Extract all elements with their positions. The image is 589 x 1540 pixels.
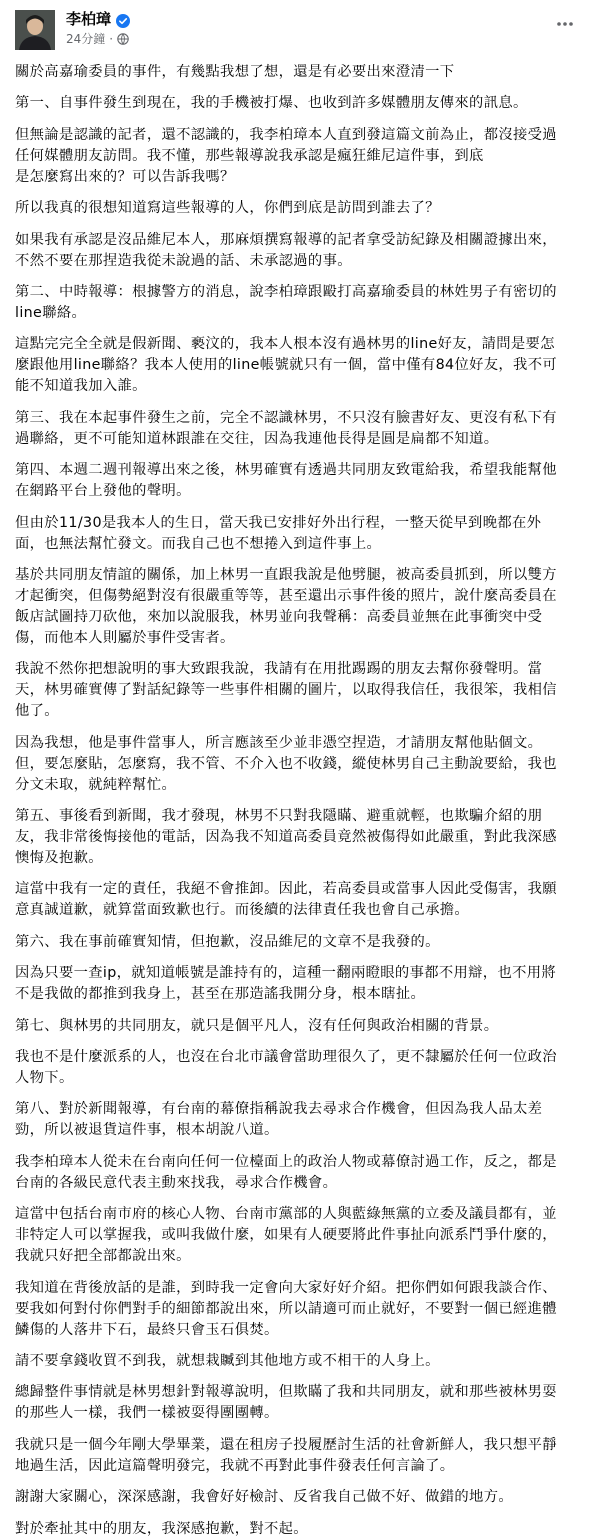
post-paragraph: 所以我真的很想知道寫這些報導的人，你們到底是訪問到誰去了？ xyxy=(15,200,440,217)
post-paragraph: 請不要拿錢收買不到我，就想栽贓到其他地方或不相干的人身上。 xyxy=(15,1352,440,1369)
post-paragraph: 我也不是什麼派系的人，也沒在台北市議會當助理很久了，更不隸屬於任何一位政治 人物下。 xyxy=(15,1049,557,1087)
post-paragraph: 這點完完全全就是假新聞、褻汶的，我本人根本沒有過林男的line好友，請問是要怎 麼跟他用line聯絡？我本人使用的line帳號就只有一個，當中僅有84位好友，我不可 能不知道我加入誰。 xyxy=(15,336,557,395)
globe-icon xyxy=(117,33,129,45)
post-paragraph: 對於牽扯其中的朋友，我深感抱歉，對不起。 xyxy=(15,1520,308,1537)
author-name[interactable]: 李柏璋 xyxy=(66,10,112,28)
more-options-icon[interactable] xyxy=(553,14,577,38)
post-paragraph: 第三、我在本起事件發生之前，完全不認識林男，不只沒有臉書好友、更沒有私下有 過聯絡，更不可能知道林跟誰在交往，因為我連他長得是圓是扁都不知道。 xyxy=(15,409,557,447)
post-paragraph: 總歸整件事情就是林男想針對報導說明，但欺瞞了我和共同朋友，就和那些被林男耍 的那些人一樣，我們一樣被耍得團團轉。 xyxy=(15,1384,557,1422)
post-paragraph: 第二、中時報導：根據警方的消息，說李柏璋跟毆打高嘉瑜委員的林姓男子有密切的 line聯絡。 xyxy=(15,283,557,321)
post-paragraph: 第八、對於新聞報導，有台南的幕僚指稱說我去尋求合作機會，但因為我人品太差 勁，所以被退貨這件事，根本胡說八道。 xyxy=(15,1101,543,1139)
post-paragraph: 如果我有承認是沒品維尼本人，那麻煩撰寫報導的記者拿受訪紀錄及相關證據出來， 不然不要在那捏造我從未說過的話、未承認過的事。 xyxy=(15,231,557,269)
post-meta xyxy=(66,31,129,47)
post-header xyxy=(0,0,589,52)
post-paragraph: 關於高嘉瑜委員的事件，有幾點我想了想，還是有必要出來澄清一下 xyxy=(15,64,455,80)
post-paragraph: 我李柏璋本人從未在台南向任何一位檯面上的政治人物或幕僚討過工作，反之，都是 台南的各級民意代表主動來找我，尋求合作機會。 xyxy=(15,1153,557,1191)
post-paragraph: 第五、事後看到新聞，我才發現，林男不只對我隱瞞、避重就輕，也欺騙介紹的朋 友，我非常後悔接他的電話，因為我不知道高委員竟然被傷得如此嚴重，對此我深感 懊悔及抱歉。 xyxy=(15,808,557,867)
post-paragraph: 但由於11/30是我本人的生日，當天我已安排好外出行程，一整天從早到晚都在外 面，也無法幫忙發文。而我自己也不想捲入到這件事上。 xyxy=(15,514,542,552)
verified-badge-icon xyxy=(116,13,130,27)
post-paragraph: 第一、自事件發生到現在，我的手機被打爆、也收到許多媒體朋友傳來的訊息。 xyxy=(15,95,528,112)
post-paragraph: 但無論是認識的記者，還不認識的，我李柏璋本人直到發這篇文前為止，都沒接受過 任何媒體朋友訪問。我不懂，那些報導說我承認是瘋狂維尼這件事，到底 是怎麼寫出來的？可以告訴我嗎？ xyxy=(15,126,557,185)
post-paragraph: 謝謝大家關心，深深感謝，我會好好檢討、反省我自己做不好、做錯的地方。 xyxy=(15,1489,513,1506)
post-paragraph: 第七、與林男的共同朋友，就只是個平凡人，沒有任何與政治相關的背景。 xyxy=(15,1017,499,1034)
timestamp[interactable]: 24分鐘 xyxy=(66,32,106,46)
post-paragraph: 第四、本週二週刊報導出來之後，林男確實有透過共同朋友致電給我，希望我能幫他 在網路平台上發他的聲明。 xyxy=(15,462,557,500)
post-paragraph: 這當中包括台南市府的核心人物、台南市黨部的人與藍綠無黨的立委及議員都有，並 非特定人可以掌握我，或叫我做什麼，如果有人硬要將此件事扯向派系鬥爭什麼的， 我就只好把全部都說出來。 xyxy=(15,1206,557,1265)
separator: · xyxy=(109,32,114,46)
avatar[interactable] xyxy=(15,10,55,50)
author-row xyxy=(66,10,130,29)
post-body xyxy=(0,52,589,1540)
post-paragraph: 我就只是一個今年剛大學畢業，還在租房子投履歷討生活的社會新鮮人，我只想平靜 地過生活，因此這篇聲明發完，我就不再對此事件發表任何言論了。 xyxy=(15,1436,557,1474)
post-paragraph: 我說不然你把想說明的事大致跟我說，我請有在用批踢踢的朋友去幫你發聲明。當 天，林男確實傳了對話紀錄等一些事件相關的圖片，以取得我信任，我很笨，我相信 他了。 xyxy=(15,661,557,720)
post-paragraph: 因為只要一查ip，就知道帳號是誰持有的，這種一翻兩瞪眼的事都不用辯，也不用將 不是我做的都推到我身上，甚至在那造謠我開分身，根本瞎扯。 xyxy=(15,965,557,1003)
post-paragraph: 基於共同朋友情誼的關係，加上林男一直跟我說是他劈腿，被高委員抓到，所以雙方 才起衝突，但傷勢絕對沒有很嚴重等等，甚至還出示事件後的照片，說什麼高委員在 飯店試圖持刀砍他，來加以說服我，林男並向我聲稱：高委員並無在此事衝突中受 傷，而他本人則屬於事件受害者。 xyxy=(15,566,557,646)
post-paragraph: 這當中我有一定的責任，我絕不會推卸。因此，若高委員或當事人因此受傷害，我願 意真誠道歉，就算當面致歉也行。而後續的法律責任我也會自己承擔。 xyxy=(15,881,557,919)
post-paragraph: 第六、我在事前確實知情，但抱歉，沒品維尼的文章不是我發的。 xyxy=(15,933,440,950)
post-paragraph: 因為我想，他是事件當事人，所言應該至少並非憑空捏造，才請朋友幫他貼個文。 但，要怎麼貼，怎麼寫，我不管、不介入也不收錢，縱使林男自己主動說要給，我也 分文未取，就純粹幫忙。 xyxy=(15,734,557,793)
post-paragraph: 我知道在背後放話的是誰，到時我一定會向大家好好介紹。把你們如何跟我談合作、 要我如何對付你們對手的細節都說出來，所以請適可而止就好，不要對一個已經進體 鱗傷的人落井下石，最終只會玉石俱焚。 xyxy=(15,1279,557,1338)
